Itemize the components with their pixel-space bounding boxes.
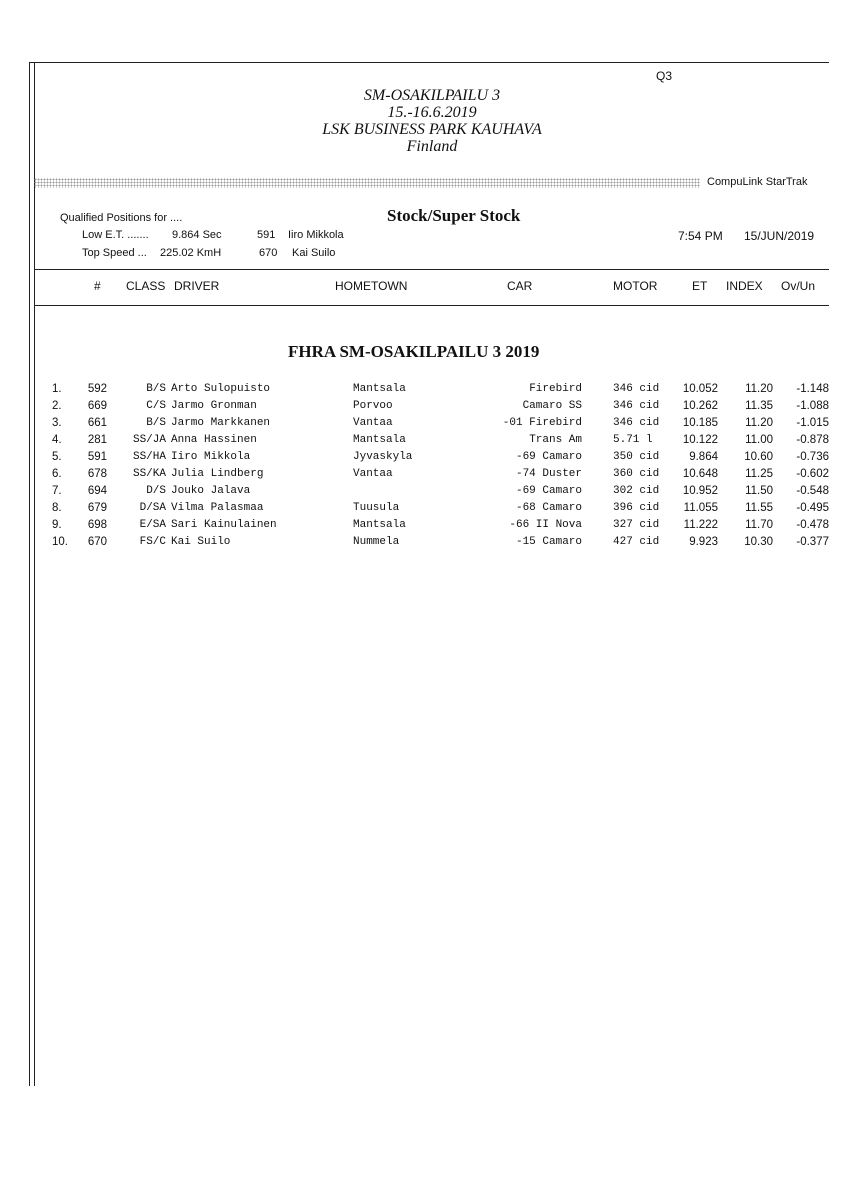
cell-driver: Sari Kainulainen [171,519,277,531]
low-et-label: Low E.T. ....... [82,229,149,241]
table-row [0,417,848,434]
col-motor: MOTOR [613,279,658,293]
category-title: Stock/Super Stock [387,206,521,225]
header-rule-top [34,269,829,270]
cell-driver: Jarmo Markkanen [171,417,271,429]
cell-car: Firebird [529,383,582,395]
table-row [0,519,848,536]
cell-class: D/SA [139,502,166,514]
col-ovun: Ov/Un [781,279,816,293]
cell-position: 1. [52,383,62,395]
col-num: # [94,279,101,293]
cell-position: 7. [52,485,62,497]
cell-class: SS/JA [132,434,166,446]
top-speed-value: 225.02 KmH [160,247,222,259]
cell-hometown: Mantsala [353,519,406,531]
qualified-label: Qualified Positions for .... [60,212,183,224]
cell-index: 10.60 [744,451,773,463]
cell-motor: 396 cid [613,502,660,514]
cell-ovun: -1.088 [796,400,829,412]
cell-ovun: -0.548 [796,485,829,497]
cell-motor: 302 cid [613,485,660,497]
col-index: INDEX [726,279,763,293]
cell-ovun: -1.015 [796,417,829,429]
cell-index: 11.20 [745,383,773,395]
cell-class: B/S [146,383,166,395]
cell-car: Camaro SS [522,400,582,412]
cell-number: 669 [87,400,107,412]
cell-motor: 5.71 l [613,434,653,446]
cell-number: 592 [87,383,107,395]
cell-hometown: Tuusula [353,502,400,514]
cell-driver: Anna Hassinen [171,434,257,446]
cell-class: B/S [146,417,166,429]
cell-class: C/S [146,400,166,412]
cell-class: FS/C [139,536,166,548]
cell-number: 679 [87,502,107,514]
cell-car: -15 Camaro [515,536,582,548]
cell-driver: Jarmo Gronman [171,400,257,412]
event-venue: LSK BUSINESS PARK KAUHAVA [322,121,542,138]
table-row [0,383,848,400]
cell-hometown: Mantsala [353,434,406,446]
cell-et: 10.952 [682,485,718,497]
cell-position: 8. [52,502,62,514]
cell-motor: 346 cid [613,383,660,395]
cell-car: Trans Am [529,434,582,446]
table-row [0,468,848,485]
table-row [0,451,848,468]
table-row [0,434,848,451]
header-rule-bottom [34,305,829,306]
cell-hometown: Porvoo [353,400,393,412]
cell-position: 9. [52,519,62,531]
left-border-outer [29,62,30,1086]
cell-driver: Vilma Palasmaa [171,502,264,514]
low-et-driver: Iiro Mikkola [288,229,344,241]
top-speed-number: 670 [259,247,278,259]
cell-motor: 350 cid [613,451,660,463]
dotted-separator [34,178,700,188]
cell-class: SS/HA [132,451,166,463]
col-class: CLASS [126,279,166,293]
cell-index: 11.00 [745,434,773,446]
table-row [0,485,848,502]
event-dates: 15.-16.6.2019 [387,104,477,121]
col-car: CAR [507,279,533,293]
cell-number: 661 [87,417,107,429]
cell-driver: Arto Sulopuisto [171,383,271,395]
section-title: FHRA SM-OSAKILPAILU 3 2019 [288,342,540,361]
cell-position: 5. [52,451,62,463]
cell-motor: 346 cid [613,417,660,429]
cell-et: 10.122 [682,434,718,446]
cell-ovun: -0.495 [796,502,829,514]
cell-et: 11.222 [683,519,718,531]
event-title: SM-OSAKILPAILU 3 [363,87,501,104]
cell-et: 10.052 [682,383,718,395]
cell-position: 3. [52,417,62,429]
cell-index: 11.20 [745,417,773,429]
report-time: 7:54 PM [678,229,723,243]
top-speed-label: Top Speed ... [82,247,147,259]
table-row [0,400,848,417]
cell-index: 11.50 [745,485,773,497]
cell-ovun: -1.148 [796,383,829,395]
col-et: ET [692,279,708,293]
table-row [0,502,848,519]
cell-ovun: -0.736 [796,451,829,463]
page-code: Q3 [656,69,673,83]
cell-index: 10.30 [744,536,773,548]
cell-index: 11.70 [745,519,773,531]
table-row [0,536,848,553]
cell-hometown: Nummela [353,536,400,548]
col-driver: DRIVER [174,279,220,293]
cell-et: 10.185 [682,417,718,429]
cell-position: 4. [52,434,62,446]
cell-number: 591 [87,451,107,463]
cell-number: 670 [87,536,107,548]
cell-class: D/S [146,485,166,497]
cell-driver: Kai Suilo [171,536,231,548]
cell-hometown: Mantsala [353,383,406,395]
low-et-number: 591 [257,229,276,241]
cell-position: 6. [52,468,62,480]
cell-car: -01 Firebird [502,417,582,429]
cell-car: -69 Camaro [515,485,582,497]
event-country: Finland [406,138,458,155]
cell-index: 11.25 [745,468,773,480]
cell-et: 10.262 [682,400,718,412]
cell-car: -66 II Nova [509,519,582,531]
cell-motor: 327 cid [613,519,660,531]
cell-ovun: -0.878 [796,434,829,446]
cell-position: 2. [52,400,62,412]
cell-car: -68 Camaro [515,502,582,514]
software-credit: CompuLink StarTrak [707,176,808,188]
cell-motor: 346 cid [613,400,660,412]
cell-car: -69 Camaro [515,451,582,463]
cell-number: 678 [87,468,107,480]
cell-et: 9.864 [689,451,718,463]
cell-class: E/SA [139,519,166,531]
cell-driver: Julia Lindberg [171,468,264,480]
cell-index: 11.55 [745,502,773,514]
cell-index: 11.35 [745,400,773,412]
cell-motor: 360 cid [613,468,660,480]
cell-hometown: Jyvaskyla [353,451,413,463]
cell-position: 10. [52,536,68,548]
cell-class: SS/KA [132,468,166,480]
low-et-value: 9.864 Sec [172,229,222,241]
cell-number: 694 [87,485,107,497]
top-speed-driver: Kai Suilo [292,247,336,259]
cell-hometown: Vantaa [353,417,393,429]
cell-hometown: Vantaa [353,468,393,480]
cell-et: 11.055 [683,502,718,514]
col-hometown: HOMETOWN [335,279,408,293]
top-border [29,62,829,63]
report-date: 15/JUN/2019 [744,229,815,243]
cell-driver: Jouko Jalava [171,485,251,497]
left-border-inner [34,62,35,1086]
cell-ovun: -0.478 [796,519,829,531]
cell-number: 698 [87,519,107,531]
cell-driver: Iiro Mikkola [171,451,251,463]
cell-et: 9.923 [689,536,718,548]
cell-number: 281 [87,434,107,446]
cell-ovun: -0.602 [796,468,829,480]
cell-et: 10.648 [682,468,718,480]
cell-motor: 427 cid [613,536,660,548]
cell-ovun: -0.377 [796,536,829,548]
cell-car: -74 Duster [515,468,582,480]
